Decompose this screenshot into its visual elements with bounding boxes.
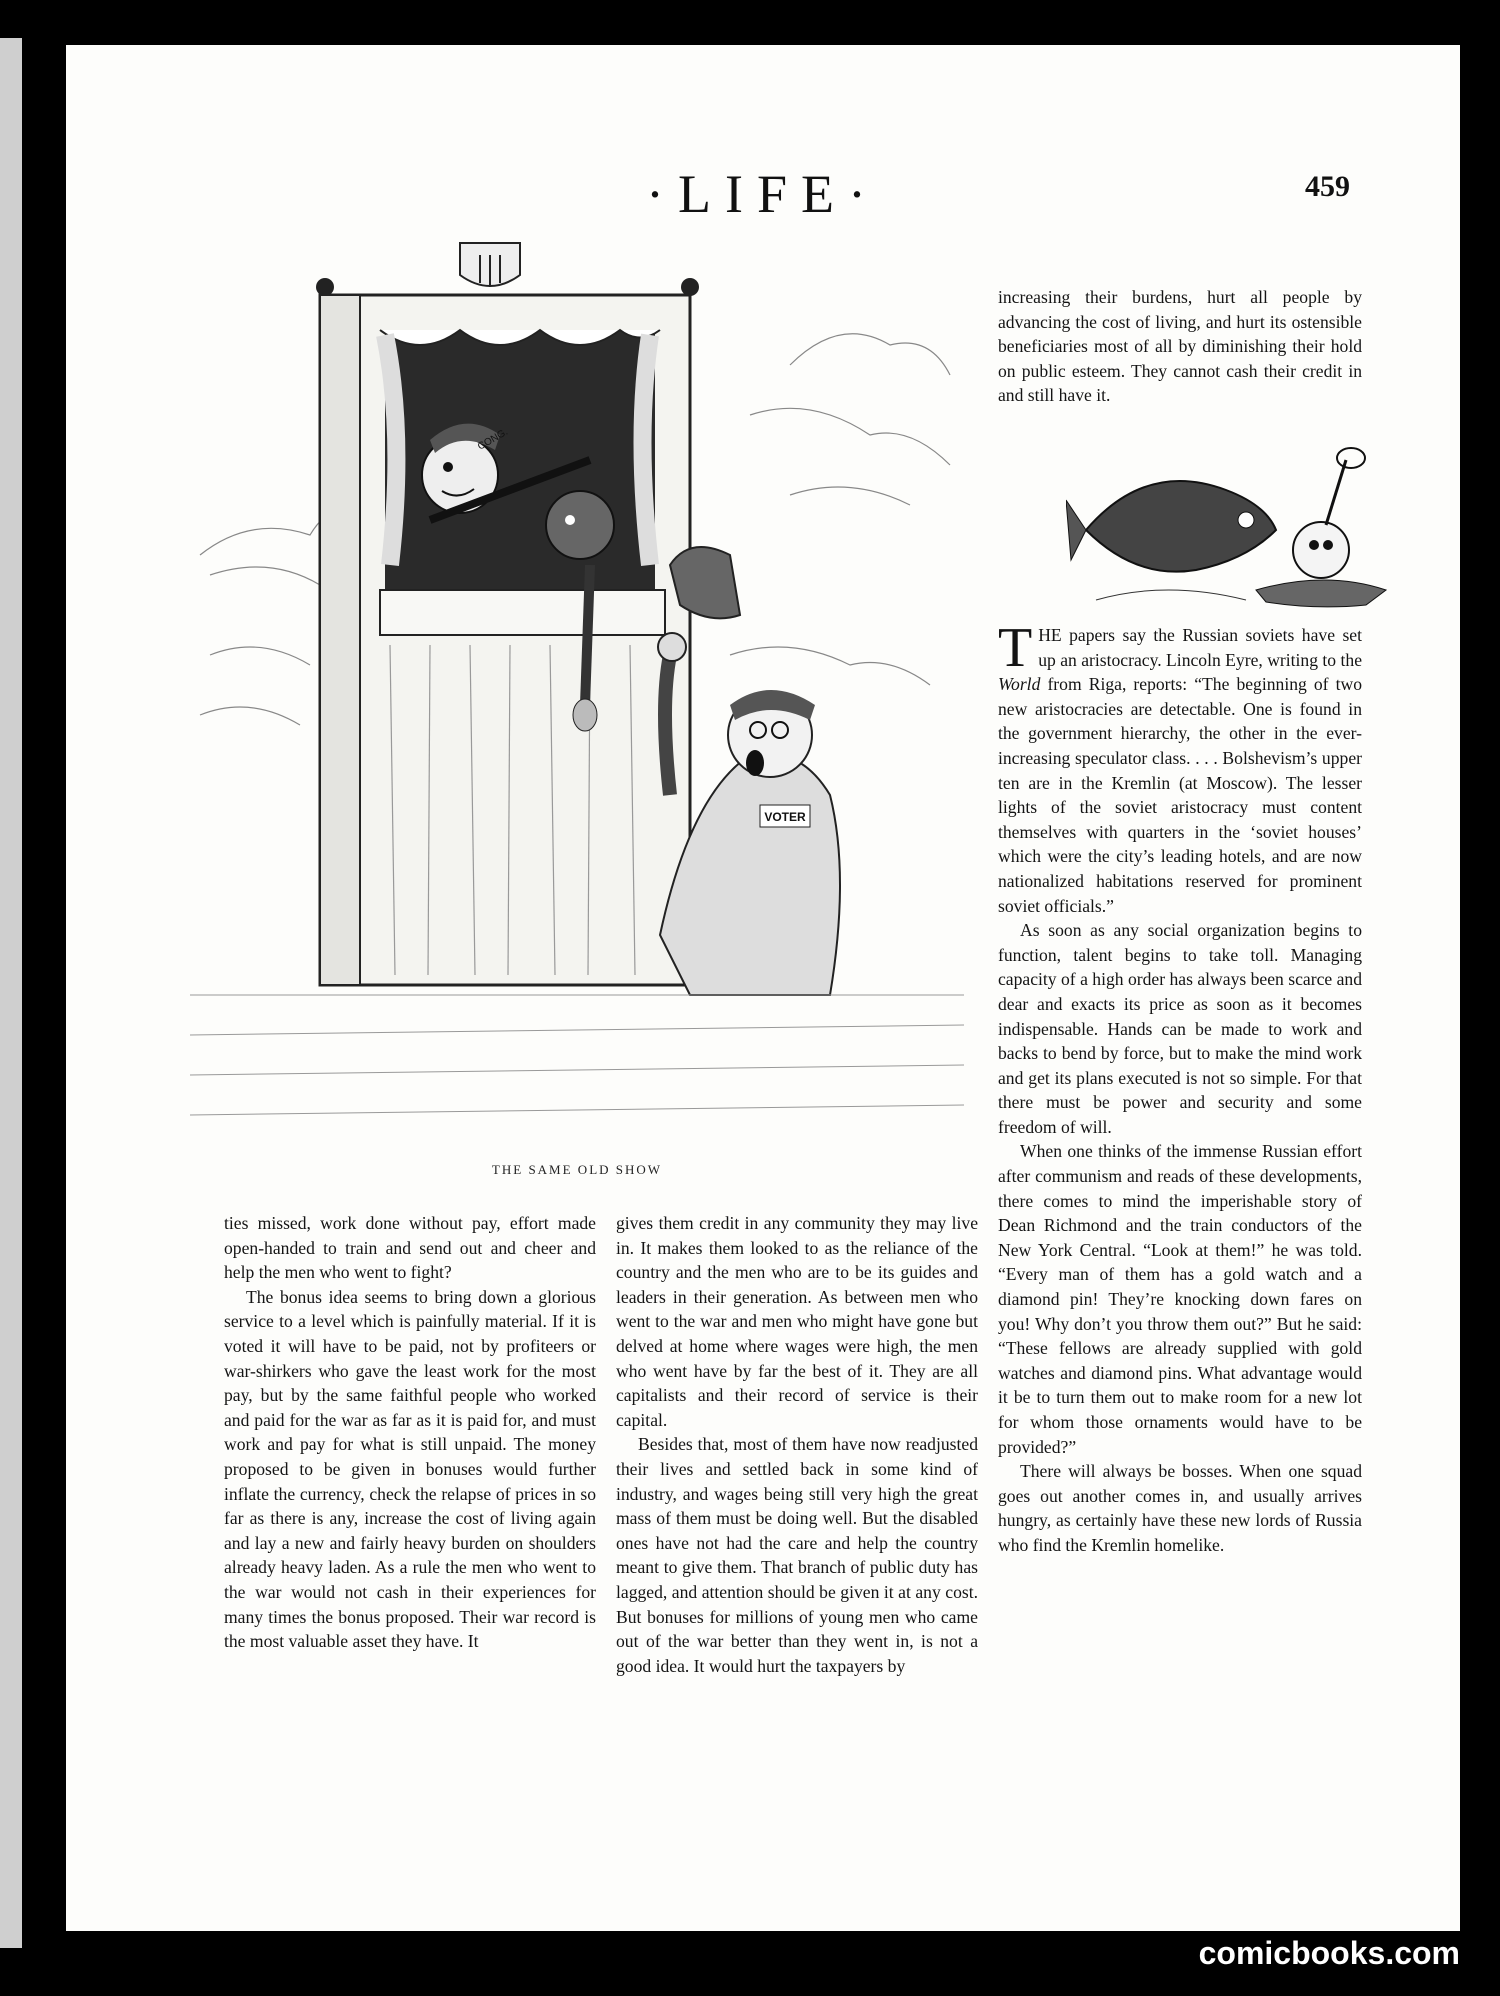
watermark: comicbooks.com [1198,1935,1460,1971]
paragraph: When one thinks of the immense Russian effort after communism and reads of these developments, there comes to mind the imperishable story of Dean Richmond and the train conductors of the New York Central. “Look at them!” he was told. “Every man of them has a gold watch and a diamond pin! They’re knocking down fares on you! Why don’t you throw them out?” But he said: “These fellows are already supplied with gold watches and diamond pins. What advantage would it be to turn them out to make room for a new lot for whom those ornaments would have to be provided?” [998,1141,1362,1457]
paragraph: As soon as any social organization begins to function, talent begins to take toll. Managing capacity of a high order has always been scarce and dear and exacts its price as soon as it becomes indispensable. Hands can be made to work and backs to bend by force, but to make the mind work and get its plans executed is not so simple. For that there must be power and security and some freedom of will. [998,920,1362,1137]
column-1 [224,1211,596,1654]
paragraph: ties missed, work done without pay, effort made open-handed to train and send out and cheer and help the men who went to fight? [224,1213,596,1283]
paragraph: There will always be bosses. When one squad goes out another comes in, and usually arrives hungry, as certainly have these new lords of Russia who find the Kremlin homelike. [998,1461,1362,1555]
left-page-edge [0,38,22,1948]
italic-word: World [998,674,1041,695]
column-3-top [998,285,1362,408]
paragraph [998,617,1362,918]
fish-cartoon [1066,440,1406,620]
illustration-caption: THE SAME OLD SHOW [491,1162,663,1177]
paragraph: increasing their burdens, hurt all people by advancing the cost of living, and hurt its ostensible beneficiaries most of all by diminishing their hold on public esteem. They cannot cash their credit in and still have it. [998,287,1362,406]
column-2 [616,1211,978,1678]
voter-label: VOTER [764,810,806,824]
text-span: HE papers say the Russian soviets have set up an aristocracy. Lincoln Eyre, writing to the [1038,625,1362,670]
paragraph: Besides that, most of them have now readjusted their lives and settled back in some kind of industry, and wages being still very high the great mass of them must be doing well. But the disabled ones have not had the care and help the country meant to give them. That branch of public duty has lagged, and attention should be given it at any cost. But bonuses for millions of young men who came out of the war better than they went in, is not a good idea. It would hurt the taxpayers by [616,1434,978,1676]
column-3-bottom [998,617,1362,1558]
paragraph: gives them credit in any community they may live in. It makes them looked to as the reliance of the country and the men who are to be its guides and leaders in their generation. As between men who went to the war and men who might have gone but delved at home where wages were high, the men who went have by far the best of it. They are all capitalists and their record of service is their capital. [616,1213,978,1430]
drop-cap: T [998,617,1033,679]
cartoon-illustration [190,235,964,1140]
masthead: ·LIFE· [646,164,880,224]
congress-label: CONG. [476,426,510,453]
text-span: from Riga, reports: “The beginning of two new aristocracies are detectable. One is found in the government hierarchy, the other in the ever-increasing speculator class. . . . Bolshevism’s upper ten are in the Kremlin (at Moscow). The lesser lights of the soviet aristocracy must content themselves with quarters in the ‘soviet houses’ which were the city’s leading hotels, and are now nationalized habitations reserved for prominent soviet officials.” [998,674,1362,916]
page-number: 459 [1305,170,1350,203]
paragraph: The bonus idea seems to bring down a glorious service to a level which is painfully material. If it is voted it will have to be paid, not by profiteers or war-shirkers who gave the least work for the most pay, but by the same faithful people who worked and paid for the war as far as it is paid for, and must work and pay for what is still unpaid. The money proposed to be given in bonuses would further inflate the currency, check the relapse of prices in so far as there is any, increase the cost of living again and lay a new and fairly heavy burden on shoulders already heavy laden. As a rule the men who went to the war would not cash in their experiences for many times the bonus proposed. Their war record is the most valuable asset they have. It [224,1286,596,1652]
magazine-page [66,45,1460,1931]
